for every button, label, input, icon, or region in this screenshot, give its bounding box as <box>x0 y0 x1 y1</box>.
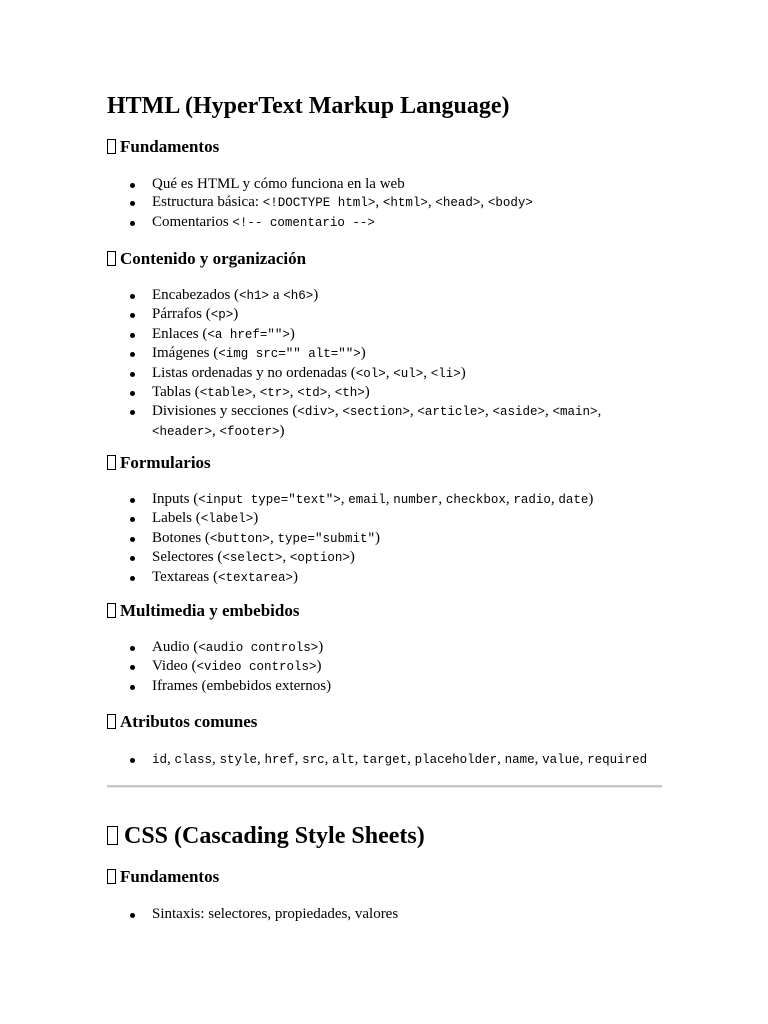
text-fragment: ) <box>253 510 259 527</box>
code-fragment: name <box>504 753 535 767</box>
code-fragment: <option> <box>289 551 350 566</box>
code-fragment: class <box>174 753 213 767</box>
section-heading-atributos: Atributos comunes <box>107 712 257 732</box>
text-fragment: , <box>334 403 343 420</box>
missing-glyph-icon <box>107 869 116 884</box>
list-item <box>107 213 662 232</box>
list-item <box>107 677 662 695</box>
text-fragment: Iframes (embebidos externos) <box>152 677 332 694</box>
text-fragment: , <box>327 384 335 401</box>
text-fragment: Video ( <box>152 658 197 675</box>
text-fragment: ) <box>588 491 594 507</box>
list-item <box>107 383 662 402</box>
text-fragment: , <box>212 422 220 439</box>
text-fragment: , <box>534 751 543 767</box>
text-fragment: , <box>167 751 175 767</box>
text-fragment: , <box>294 751 303 767</box>
missing-glyph-icon <box>107 251 116 266</box>
code-fragment: <!DOCTYPE html> <box>262 196 376 211</box>
code-fragment: <h6> <box>283 289 314 303</box>
text-fragment: ) <box>293 568 299 585</box>
code-fragment: src <box>302 753 325 767</box>
css-title: CSS (Cascading Style Sheets) <box>107 822 425 850</box>
code-fragment: <a href=""> <box>207 327 290 342</box>
code-fragment: <td> <box>297 386 328 401</box>
code-fragment: <select> <box>222 551 283 566</box>
text-fragment: Textareas ( <box>152 568 218 585</box>
code-fragment: <div> <box>297 405 335 420</box>
text-fragment: , <box>257 751 265 767</box>
list-item <box>107 657 662 676</box>
code-fragment: number <box>393 493 439 507</box>
code-fragment: <audio controls> <box>198 641 319 655</box>
text-fragment: , <box>385 364 394 381</box>
list-item <box>107 305 662 324</box>
code-fragment: target <box>362 753 408 767</box>
text-fragment: , <box>340 491 349 507</box>
list-fundamentos <box>107 175 662 232</box>
text-fragment: , <box>480 194 488 211</box>
list-item <box>107 529 662 548</box>
text-fragment: , <box>375 194 383 211</box>
list-item <box>107 548 662 567</box>
code-fragment: style <box>219 753 258 767</box>
code-fragment: date <box>558 493 589 507</box>
list-item <box>107 568 662 587</box>
code-fragment: <input type="text"> <box>198 493 341 507</box>
text-fragment: Divisiones y secciones ( <box>152 403 298 420</box>
code-fragment: href <box>264 753 295 767</box>
list-item <box>107 344 662 363</box>
text-fragment: , <box>544 403 553 420</box>
list-atributos <box>107 750 662 769</box>
section-heading-multimedia: Multimedia y embebidos <box>107 601 299 621</box>
code-fragment: required <box>587 753 648 767</box>
code-fragment: alt <box>332 753 355 767</box>
missing-glyph-icon <box>107 603 116 618</box>
list-item <box>107 325 662 344</box>
code-fragment: <footer> <box>219 424 280 439</box>
code-fragment: <head> <box>435 196 481 211</box>
code-fragment: email <box>348 493 386 507</box>
code-fragment: <textarea> <box>218 570 294 585</box>
code-fragment: id <box>152 753 168 767</box>
text-fragment: , <box>407 751 415 767</box>
code-fragment: <button> <box>209 531 270 546</box>
list-item <box>107 402 662 441</box>
code-fragment: <article> <box>417 405 485 420</box>
text-fragment: , <box>550 491 559 507</box>
list-multimedia <box>107 638 662 695</box>
code-fragment: <th> <box>334 386 365 401</box>
text-fragment: ) <box>374 529 380 546</box>
code-fragment: type="submit" <box>277 531 375 546</box>
code-fragment: <section> <box>342 405 410 420</box>
list-item <box>107 750 662 769</box>
code-fragment: <p> <box>210 308 234 323</box>
text-fragment: ) <box>233 306 239 323</box>
text-fragment: ) <box>313 287 319 303</box>
code-fragment: <label> <box>200 512 254 527</box>
text-fragment: Imágenes ( <box>152 345 219 362</box>
text-fragment: , <box>423 364 431 381</box>
text-fragment: Selectores ( <box>152 549 223 566</box>
text-fragment: Audio ( <box>152 639 199 655</box>
code-fragment: placeholder <box>414 753 498 767</box>
text-fragment: Sintaxis: selectores, propiedades, valores <box>152 906 399 922</box>
text-fragment: Botones ( <box>152 529 210 546</box>
list-css-fundamentos <box>107 905 662 923</box>
text-fragment: , <box>354 751 363 767</box>
list-item <box>107 509 662 528</box>
text-fragment: ) <box>364 384 370 401</box>
code-fragment: <aside> <box>492 405 545 420</box>
text-fragment: Enlaces ( <box>152 325 208 342</box>
list-item <box>107 193 662 212</box>
text-fragment: , <box>289 384 298 401</box>
list-formularios <box>107 490 662 587</box>
text-fragment: , <box>252 384 260 401</box>
list-item <box>107 364 662 383</box>
code-fragment: <table> <box>199 386 253 401</box>
missing-glyph-icon <box>107 139 116 154</box>
text-fragment: a <box>269 287 284 303</box>
text-fragment: , <box>385 491 394 507</box>
text-fragment: , <box>282 549 290 566</box>
section-divider <box>107 785 662 788</box>
text-fragment: ) <box>279 422 285 439</box>
code-fragment: radio <box>513 493 551 507</box>
code-fragment: <tr> <box>259 386 290 401</box>
text-fragment: ) <box>360 345 366 362</box>
code-fragment: <li> <box>430 366 461 381</box>
text-fragment: , <box>409 403 418 420</box>
list-item <box>107 905 662 923</box>
list-item <box>107 490 662 509</box>
code-fragment: <h1> <box>239 289 270 303</box>
page-title: HTML (HyperText Markup Language) <box>107 93 510 119</box>
text-fragment: , <box>579 751 588 767</box>
text-fragment: , <box>484 403 493 420</box>
code-fragment: <video controls> <box>196 660 317 675</box>
text-fragment: , <box>212 751 220 767</box>
text-fragment: Estructura básica: <box>152 194 263 211</box>
text-fragment: ) <box>349 549 355 566</box>
text-fragment: Inputs ( <box>152 491 199 507</box>
text-fragment: , <box>324 751 333 767</box>
code-fragment: <header> <box>152 424 213 439</box>
code-fragment: <!-- comentario --> <box>232 215 375 230</box>
text-fragment: , <box>505 491 514 507</box>
text-fragment: , <box>438 491 446 507</box>
text-fragment: Tablas ( <box>152 384 200 401</box>
text-fragment: ) <box>318 639 324 655</box>
missing-glyph-icon <box>107 714 116 729</box>
text-fragment: Encabezados ( <box>152 287 240 303</box>
section-heading-contenido: Contenido y organización <box>107 249 306 269</box>
section-heading-fundamentos: Fundamentos <box>107 137 219 157</box>
missing-glyph-icon <box>107 455 116 470</box>
text-fragment: ) <box>460 364 466 381</box>
text-fragment: ) <box>289 325 295 342</box>
list-item <box>107 175 662 193</box>
list-contenido <box>107 286 662 441</box>
list-item <box>107 286 662 305</box>
code-fragment: <main> <box>552 405 598 420</box>
section-heading-css-fundamentos: Fundamentos <box>107 867 219 887</box>
section-heading-formularios: Formularios <box>107 453 211 473</box>
list-item <box>107 638 662 657</box>
code-fragment: <img src="" alt=""> <box>218 347 361 362</box>
code-fragment: <body> <box>487 196 533 211</box>
text-fragment: Párrafos ( <box>152 306 211 323</box>
text-fragment: , <box>597 403 602 420</box>
text-fragment: Labels ( <box>152 510 201 527</box>
code-fragment: <ol> <box>355 366 386 381</box>
text-fragment: Qué es HTML y cómo funciona en la web <box>152 176 405 192</box>
code-fragment: value <box>542 753 580 767</box>
text-fragment: ) <box>316 658 322 675</box>
code-fragment: <html> <box>382 196 428 211</box>
code-fragment: checkbox <box>445 493 506 507</box>
text-fragment: Listas ordenadas y no ordenadas ( <box>152 364 356 381</box>
code-fragment: <ul> <box>393 366 424 381</box>
missing-glyph-icon <box>107 826 118 845</box>
text-fragment: , <box>497 751 505 767</box>
text-fragment: , <box>269 529 278 546</box>
text-fragment: , <box>427 194 436 211</box>
text-fragment: Comentarios <box>152 213 233 230</box>
